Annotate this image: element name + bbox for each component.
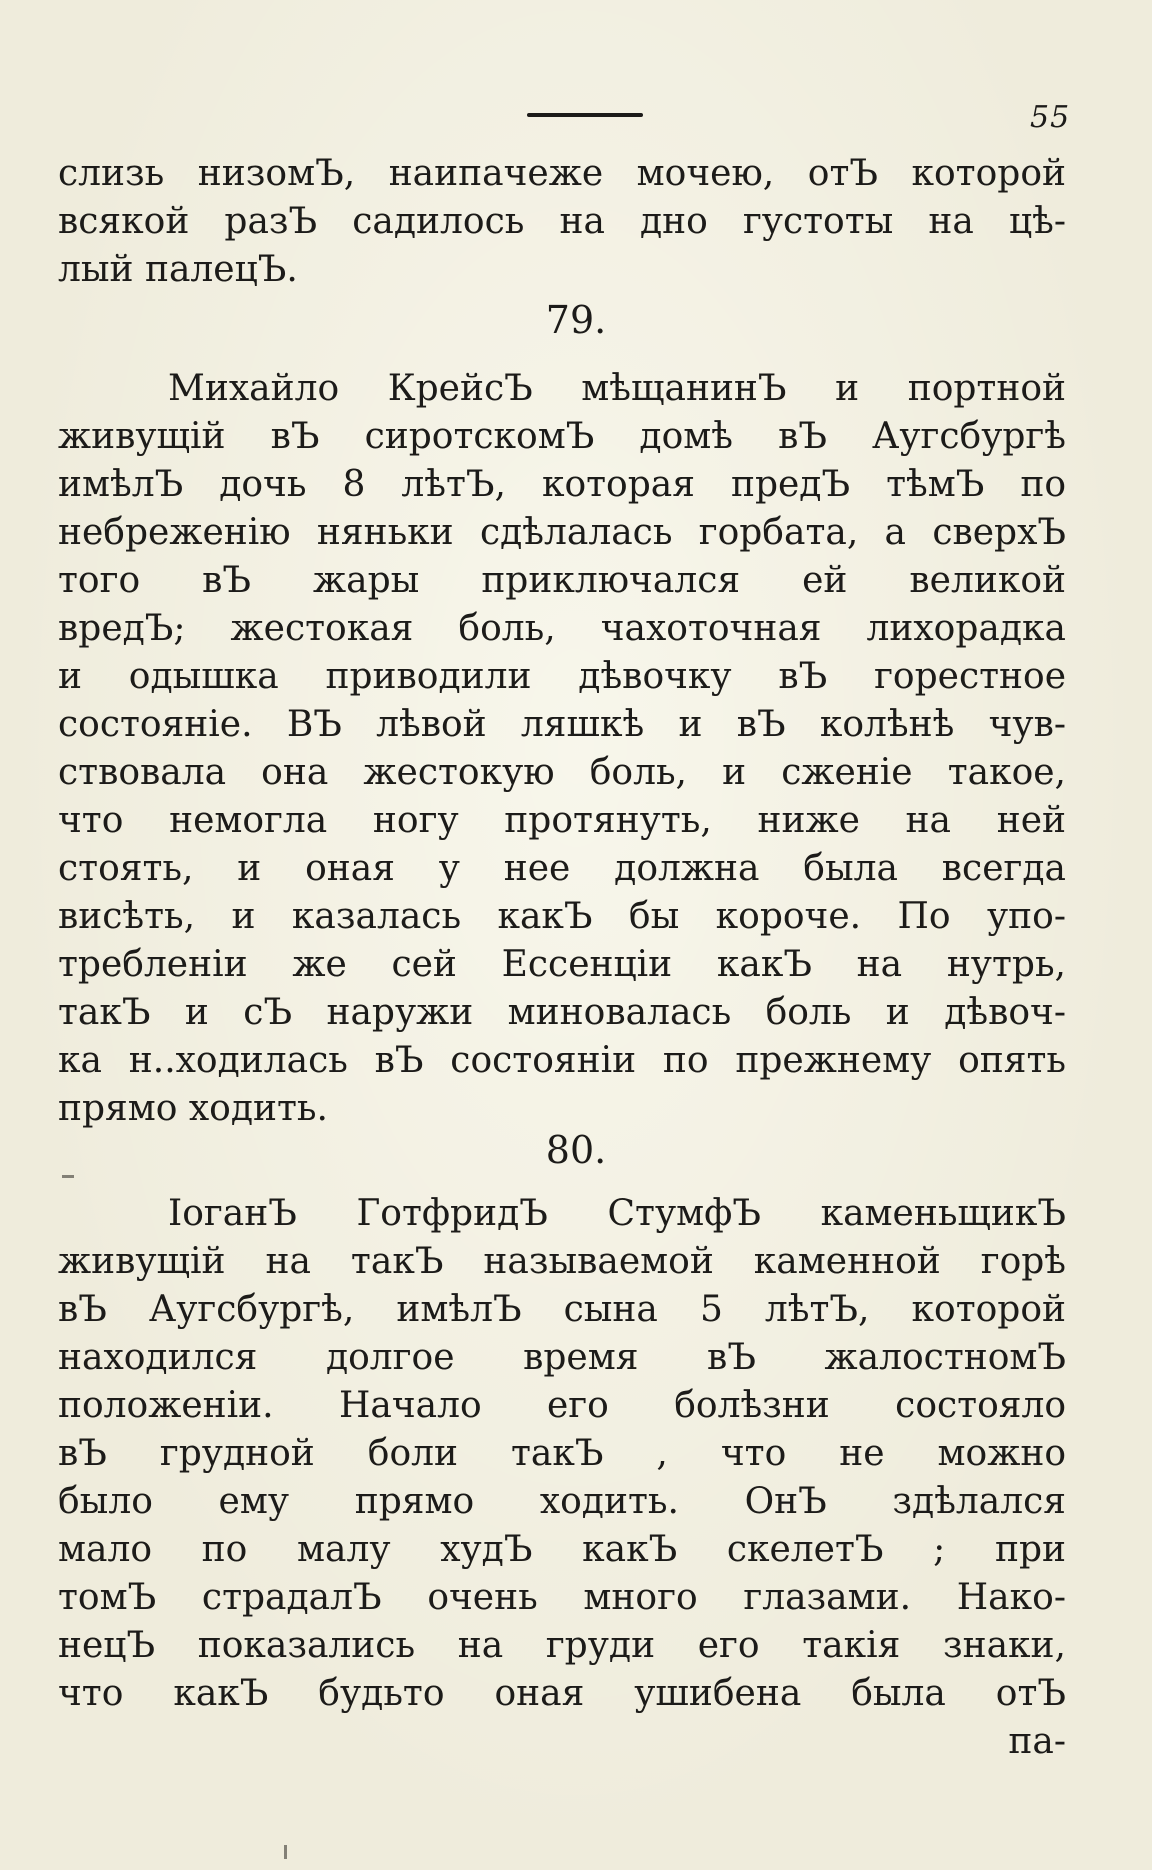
text-line: имѣлЪ дочь 8 лѣтЪ, которая предЪ тѣмЪ по (58, 464, 1066, 505)
text-line: ка н..ходилась вЪ состояніи по прежнему опять (58, 1040, 1066, 1081)
text-line: вредЪ; жестокая боль, чахоточная лихорадка (58, 608, 1066, 649)
text-line: небреженію няньки сдѣлалась горбата, а сверхЪ (58, 512, 1066, 553)
text-line: вЪ грудной боли такЪ , что не можно (58, 1433, 1066, 1474)
text-line: лый палецЪ. (58, 249, 298, 290)
text-line: нецЪ показались на груди его такія знаки, (58, 1625, 1066, 1666)
text-line: мало по малу худЪ какЪ скелетЪ ; при (58, 1529, 1066, 1570)
text-line: томЪ страдалЪ очень много глазами. Нако- (58, 1577, 1066, 1618)
text-line: ІоганЪ ГотфридЪ СтумфЪ каменьщикЪ (168, 1193, 1066, 1234)
ink-speck (284, 1845, 287, 1859)
section-80-paragraph (58, 1190, 1066, 1766)
section-number-79: 79. (545, 298, 607, 342)
text-line: висѣть, и казалась какЪ бы короче. По упо- (58, 896, 1066, 937)
page-number: 55 (1030, 100, 1071, 135)
text-line: прямо ходить. (58, 1088, 328, 1129)
text-line: что немогла ногу протянуть, ниже на ней (58, 800, 1066, 841)
text-line: вЪ Аугсбургѣ, имѣлЪ сына 5 лѣтЪ, которой (58, 1289, 1066, 1330)
text-line: требленіи же сей Ессенціи какЪ на нутрь, (58, 944, 1066, 985)
text-line: что какЪ будьто оная ушибена была отЪ (58, 1673, 1066, 1714)
text-line: положеніи. Начало его болѣзни состояло (58, 1385, 1066, 1426)
catchword: па- (1008, 1721, 1066, 1762)
continuation-paragraph (58, 150, 1066, 294)
text-line: такЪ и сЪ наружи миновалась боль и дѣвоч- (58, 992, 1066, 1033)
text-line: того вЪ жары приключался ей великой (58, 560, 1066, 601)
text-line: было ему прямо ходить. ОнЪ здѣлался (58, 1481, 1066, 1522)
section-number-80: 80. (545, 1128, 607, 1172)
text-line: живущій вЪ сиротскомЪ домѣ вЪ Аугсбургѣ (58, 416, 1066, 457)
section-79-paragraph (58, 365, 1066, 1133)
text-line: живущій на такЪ называемой каменной горѣ (58, 1241, 1066, 1282)
text-line: находился долгое время вЪ жалостномЪ (58, 1337, 1066, 1378)
text-line: и одышка приводили дѣвочку вЪ горестное (58, 656, 1066, 697)
text-line: стоять, и оная у нее должна была всегда (58, 848, 1066, 889)
ink-speck (62, 1175, 74, 1178)
text-line: всякой разЪ садилось на дно густоты на цѣ- (58, 201, 1066, 242)
text-line: состояніе. ВЪ лѣвой ляшкѣ и вЪ колѣнѣ чув- (58, 704, 1066, 745)
text-line: Михайло КрейсЪ мѣщанинЪ и портной (168, 368, 1066, 409)
header-rule (527, 113, 643, 117)
text-line: слизь низомЪ, наипачеже мочею, отЪ которой (58, 153, 1066, 194)
text-line: ствовала она жестокую боль, и сженіе такое, (58, 752, 1066, 793)
